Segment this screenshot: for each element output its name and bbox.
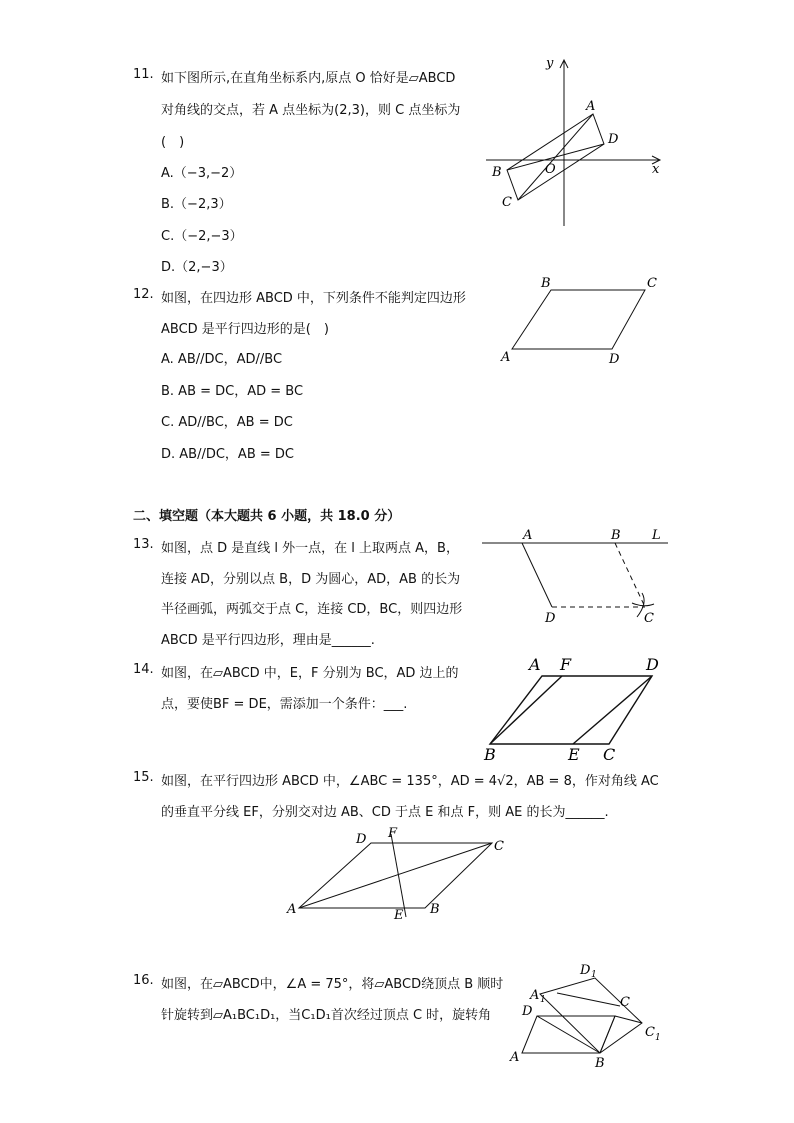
- q16-label-d: D: [522, 1004, 533, 1019]
- q13-label-a: A: [523, 528, 533, 543]
- q12-label-d: D: [609, 352, 620, 367]
- q15-number: 15.: [133, 770, 154, 785]
- q13-label-l: L: [652, 528, 661, 543]
- q12-label-b: B: [541, 276, 551, 291]
- q11-label-b: B: [492, 165, 502, 180]
- q15-parallelogram-figure: [285, 825, 515, 925]
- q14-label-e: E: [568, 745, 580, 764]
- q13-stem-line-1: 如图，点 D 是直线 l 外一点，在 l 上取两点 A，B，: [161, 541, 459, 556]
- q14-label-f: F: [560, 655, 572, 674]
- q16-label-c1: C: [645, 1025, 655, 1040]
- q12-option-b: B. AB = DC，AD = BC: [161, 384, 304, 399]
- q11-option-d: D.（2,−3）: [161, 260, 233, 275]
- q14-number: 14.: [133, 662, 154, 677]
- q16-label-a: A: [510, 1050, 520, 1065]
- q16-label-a1: A: [530, 988, 540, 1003]
- q12-option-c: C. AD//BC，AB = DC: [161, 415, 293, 430]
- q12-parallelogram-figure: [495, 270, 670, 370]
- q11-stem-line-1: 如下图所示,在直角坐标系内,原点 O 恰好是▱ABCD: [161, 71, 456, 86]
- q12-option-a: A. AB//DC，AD//BC: [161, 352, 283, 367]
- q12-label-c: C: [647, 276, 657, 291]
- q13-construction-figure: [480, 523, 670, 628]
- q15-label-e: E: [394, 908, 404, 923]
- q14-label-c: C: [603, 745, 616, 764]
- q11-label-y: y: [546, 56, 554, 71]
- q12-option-d: D. AB//DC，AB = DC: [161, 447, 294, 462]
- q14-stem-line-1: 如图，在▱ABCD 中，E，F 分别为 BC，AD 边上的: [161, 666, 459, 681]
- q13-stem-line-4: ABCD 是平行四边形，理由是______.: [161, 633, 375, 648]
- q11-option-c: C.（−2,−3）: [161, 229, 243, 244]
- q13-label-c: C: [644, 611, 654, 626]
- q15-stem-line-2: 的垂直平分线 EF，分别交对边 AB、CD 于点 E 和点 F，则 AE 的长为______.: [161, 805, 609, 820]
- q11-label-o: O: [545, 162, 556, 177]
- q14-stem-line-2: 点，要使BF = DE，需添加一个条件：___.: [161, 697, 408, 712]
- q11-label-x: x: [652, 162, 660, 177]
- q11-stem-line-3: ( ): [161, 135, 185, 150]
- q11-label-d: D: [608, 132, 619, 147]
- q16-stem-line-2: 针旋转到▱A₁BC₁D₁，当C₁D₁首次经过顶点 C 时，旋转角: [161, 1008, 492, 1023]
- q11-label-a: A: [586, 99, 596, 114]
- q14-label-b: B: [484, 745, 496, 764]
- q12-label-a: A: [501, 350, 511, 365]
- q15-label-d: D: [356, 832, 367, 847]
- q16-rotation-figure: [505, 958, 670, 1073]
- q13-label-d: D: [545, 611, 556, 626]
- q12-stem-line-1: 如图，在四边形 ABCD 中，下列条件不能判定四边形: [161, 291, 466, 306]
- q12-stem-line-2: ABCD 是平行四边形的是( ): [161, 322, 329, 337]
- q16-label-c: C: [620, 995, 630, 1010]
- q16-label-d1-sub: 1: [591, 970, 597, 980]
- q12-number: 12.: [133, 287, 154, 302]
- q15-stem-line-1: 如图，在平行四边形 ABCD 中，∠ABC = 135°，AD = 4√2，AB = 8，作对角线 AC: [161, 774, 659, 789]
- q15-label-b: B: [430, 902, 440, 917]
- q13-stem-line-2: 连接 AD，分别以点 B，D 为圆心，AD，AB 的长为: [161, 572, 461, 587]
- q11-option-a: A.（−3,−2）: [161, 166, 243, 181]
- q11-stem-line-2: 对角线的交点，若 A 点坐标为(2,3)，则 C 点坐标为: [161, 103, 461, 118]
- q14-label-a: A: [529, 655, 541, 674]
- q11-label-c: C: [502, 195, 512, 210]
- q15-label-a: A: [287, 902, 297, 917]
- q16-stem-line-1: 如图，在▱ABCD中，∠A = 75°，将▱ABCD绕顶点 B 顺时: [161, 977, 504, 992]
- q16-number: 16.: [133, 973, 154, 988]
- q16-label-a1-sub: 1: [540, 995, 546, 1005]
- q13-stem-line-3: 半径画弧，两弧交于点 C，连接 CD，BC，则四边形: [161, 602, 463, 617]
- q13-label-b: B: [611, 528, 621, 543]
- q15-label-c: C: [494, 839, 504, 854]
- q11-coordinate-figure: [480, 52, 670, 232]
- q14-parallelogram-figure: [475, 650, 670, 765]
- q13-number: 13.: [133, 537, 154, 552]
- q11-number: 11.: [133, 67, 154, 82]
- q16-label-d1: D: [580, 963, 591, 978]
- q15-label-f: F: [388, 826, 398, 841]
- section-title-fill-in: 二、填空题（本大题共 6 小题，共 18.0 分）: [133, 509, 401, 524]
- q14-label-d: D: [646, 655, 659, 674]
- q16-label-b: B: [595, 1056, 605, 1071]
- q11-option-b: B.（−2,3）: [161, 197, 232, 212]
- q16-label-c1-sub: 1: [655, 1033, 661, 1043]
